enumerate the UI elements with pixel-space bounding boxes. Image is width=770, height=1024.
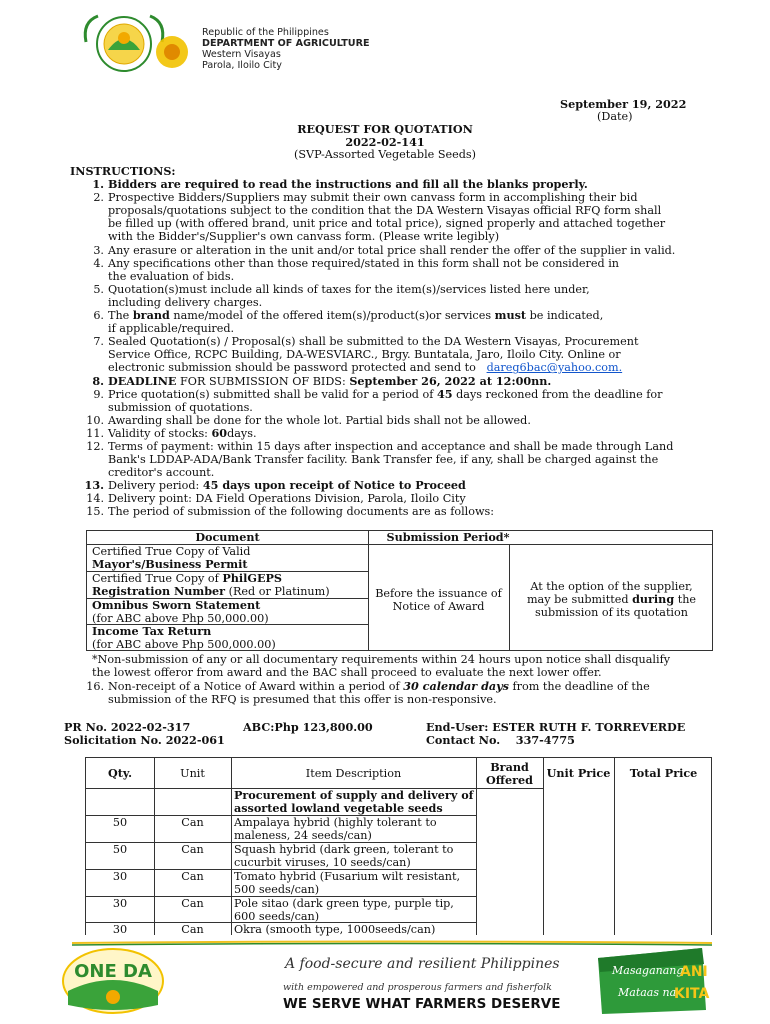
instruction-16-post: from the deadline of the bbox=[512, 680, 650, 693]
doc-1b: Mayor's/Business Permit bbox=[92, 557, 248, 571]
instruction-10: Awarding shall be done for the whole lot. Partial bids shall not be allowed. bbox=[108, 413, 531, 427]
header-address: Parola, Iloilo City bbox=[202, 60, 282, 71]
row2-desc2: cucurbit viruses, 10 seeds/can) bbox=[234, 856, 411, 869]
instruction-5a: Quotation(s)must include all kinds of taxes for the item(s)/services listed here under, bbox=[108, 282, 590, 296]
row5-unit: Can bbox=[181, 923, 204, 936]
col-unit-price: Unit Price bbox=[546, 766, 611, 780]
instruction-8-mid: FOR SUBMISSION OF BIDS: bbox=[180, 374, 346, 388]
doc-option-1: At the option of the supplier, bbox=[530, 580, 693, 593]
bac-email-link[interactable]: dareg6bac@yahoo.com. bbox=[486, 361, 623, 375]
instruction-12b: Bank's LDDAP-ADA/Bank Transfer facility. Bank Transfer fee, if any, shall be charged against the bbox=[108, 453, 659, 467]
instructions-block: INSTRUCTIONS: 1. Bidders are required to read the instructions and fill all the blanks properly. 2. Prospective Bidders/Suppliers may submit their own canvass form in accomplishing their bid proposals/quotations subject to the condition that the DA Western Visayas official RFQ form shall be filled up (with offered brand, unit price and total price), signed properly and attached together with the Bidder's/Supplier's own canvass form. (Please write legibly) 3. Any erasure or alteration in the unit and/or total price shall render the offer of the supplier in valid. 4. Any specifications other than those required/stated in this form shall not be considered in the evaluation of bids. 5. Quotation(s)must include all kinds of taxes for the item(s)/services listed here under, including delivery charges. 6. The brand name/model of the offered item(s)/product(s)or services must be indicated, if applicable/required. 7. Sealed Quotation(s) / Proposal(s) shall be submitted to the DA Western Visayas, Procurement Service Office, RCPC Building, DA-WESVIARC., Brgy. Buntatala, Jaro, Iloilo City. Online or electronic submission should be password protected and send to dareg6bac@yahoo.com. 8. DEADLINE FOR SUBMISSION OF BIDS: September 26, 2022 at 12:00nn. 9. Price quotation(s) submitted shall be valid for a period of 45 days reckoned from the deadline for submission of quotations. 10. Awarding shall be done for the whole lot. Partial bids shall not be allowed. 11. Validity of stocks: 60days. 12. Terms of payment: within 15 days after inspection and acceptance and shall be made through Land Bank's LDDAP-ADA/Bank Transfer facility. Bank Transfer fee, if any, shall be charged against the creditor's account. 13. Delivery period: 45 days upon receipt of Notice to Proceed 14. Delivery point: DA Field Operations Division, Parola, Iloilo City 15. The period of submission of the following documents are as follows: bbox=[70, 165, 710, 519]
instruction-9-post: days reckoned from the deadline for bbox=[456, 387, 663, 401]
items-table bbox=[85, 757, 712, 935]
doc-3b: (for ABC above Php 50,000.00) bbox=[92, 612, 269, 625]
doc-period-1: Before the issuance of bbox=[375, 587, 502, 600]
instruction-2c: be filled up (with offered brand, unit price and total price), signed properly and attached together bbox=[108, 217, 666, 231]
doc-2b-bold: Registration Number bbox=[92, 584, 226, 598]
instruction-6-mid: name/model of the offered item(s)/product(s)or services bbox=[173, 309, 492, 323]
instruction-16-pre: Non-receipt of a Notice of Award within a period of bbox=[108, 680, 400, 693]
badge-masaganang: Masaganang bbox=[612, 964, 684, 977]
header-republic: Republic of the Philippines bbox=[202, 27, 329, 38]
instruction-6-brand: brand bbox=[132, 308, 170, 323]
instructions-heading: INSTRUCTIONS: bbox=[70, 164, 176, 178]
instruction-6-post: be indicated, bbox=[529, 309, 604, 323]
date-value: September 19, 2022 bbox=[560, 97, 687, 111]
instruction-13-bold: 45 days upon receipt of Notice to Proceed bbox=[202, 478, 466, 493]
instruction-2d: with the Bidder's/Supplier's own canvass form. (Please write legibly) bbox=[108, 230, 500, 244]
badge-ani: ANI bbox=[680, 964, 708, 980]
doc-note-1: *Non-submission of any or all documentary requirements within 24 hours upon notice shall disqualify bbox=[92, 653, 671, 666]
instruction-12c: creditor's account. bbox=[108, 466, 215, 480]
instruction-6-must: must bbox=[494, 308, 527, 323]
doc-note-2: the lowest offeror from award and the BAC shall proceed to evaluate the next lower offer. bbox=[92, 666, 602, 680]
section-title-1: Procurement of supply and delivery of bbox=[234, 788, 474, 802]
row2-desc1: Squash hybrid (dark green, tolerant to bbox=[234, 843, 454, 856]
instruction-2b: proposals/quotations subject to the condition that the DA Western Visayas official RFQ form shall bbox=[108, 204, 662, 218]
footer-sub: with empowered and prosperous farmers and fisherfolk bbox=[283, 982, 552, 993]
masaganang-ani-badge bbox=[592, 944, 712, 1016]
instruction-3: Any erasure or alteration in the unit and/or total price shall render the offer of the supplier in valid. bbox=[108, 243, 676, 257]
doc-note bbox=[92, 653, 712, 679]
one-da-logo bbox=[58, 945, 168, 1015]
badge-mataas: Mataas na bbox=[618, 986, 677, 999]
col-unit: Unit bbox=[180, 767, 205, 780]
row4-unit: Can bbox=[181, 897, 204, 910]
header-department: DEPARTMENT OF AGRICULTURE bbox=[202, 38, 370, 49]
doc-1a: Certified True Copy of Valid bbox=[92, 545, 251, 558]
instruction-11-days: 60 bbox=[211, 425, 228, 440]
col-brand: Brand bbox=[490, 760, 529, 774]
one-da-text: ONE DA bbox=[74, 961, 152, 982]
da-seal-logo bbox=[68, 12, 192, 82]
doc-col-period: Submission Period* bbox=[386, 530, 510, 544]
rfq-number: 2022-02-141 bbox=[345, 135, 425, 149]
instruction-9-days: 45 bbox=[436, 386, 453, 401]
doc-option-2-post: the bbox=[677, 593, 697, 606]
instruction-13-pre: Delivery period: bbox=[108, 479, 200, 493]
col-item-description: Item Description bbox=[305, 767, 402, 780]
end-user: End-User: ESTER RUTH F. TORREVERDE bbox=[426, 720, 686, 734]
doc-3a: Omnibus Sworn Statement bbox=[92, 598, 261, 612]
documents-table bbox=[86, 530, 713, 651]
instruction-14: Delivery point: DA Field Operations Division, Parola, Iloilo City bbox=[108, 492, 466, 506]
instruction-1: Bidders are required to read the instructions and fill all the blanks properly. bbox=[108, 177, 588, 192]
abc-amount: ABC:Php 123,800.00 bbox=[243, 720, 373, 734]
instruction-15: The period of submission of the following documents are as follows: bbox=[108, 505, 495, 519]
rfq-title: REQUEST FOR QUOTATION bbox=[297, 122, 473, 136]
instruction-4a: Any specifications other than those required/stated in this form shall not be considered in bbox=[108, 256, 619, 270]
contact-number: 337-4775 bbox=[515, 733, 575, 747]
instruction-9b: submission of quotations. bbox=[108, 400, 253, 414]
instruction-9-pre: Price quotation(s) submitted shall be valid for a period of bbox=[108, 387, 434, 401]
rfq-subtitle: (SVP-Assorted Vegetable Seeds) bbox=[294, 148, 476, 161]
instruction-12a: Terms of payment: within 15 days after inspection and acceptance and shall be made through Land bbox=[108, 439, 674, 453]
row1-desc1: Ampalaya hybrid (highly tolerant to bbox=[234, 816, 437, 829]
contact-label: Contact No. bbox=[426, 733, 501, 747]
col-offered: Offered bbox=[486, 773, 533, 787]
pr-number: PR No. 2022-02-317 bbox=[64, 720, 191, 734]
row3-qty: 30 bbox=[112, 870, 128, 883]
instruction-2a: Prospective Bidders/Suppliers may submit their own canvass form in accomplishing their bid bbox=[108, 191, 638, 205]
instruction-4b: the evaluation of bids. bbox=[108, 269, 235, 283]
doc-option-2-pre: may be submitted bbox=[526, 593, 629, 606]
row5-qty: 30 bbox=[112, 923, 128, 936]
footer-slogan: A food-secure and resilient Philippines bbox=[285, 956, 560, 972]
footer-motto: WE SERVE WHAT FARMERS DESERVE bbox=[283, 996, 561, 1012]
instruction-8-deadline: DEADLINE bbox=[108, 373, 177, 388]
badge-kita: KITA bbox=[674, 986, 710, 1002]
instruction-16-bold: 30 calendar days bbox=[403, 679, 509, 693]
doc-2a-pre: Certified True Copy of bbox=[92, 572, 219, 585]
instruction-6-pre: The bbox=[108, 309, 130, 323]
doc-2b-post: (Red or Platinum) bbox=[228, 585, 330, 598]
doc-col-document: Document bbox=[195, 530, 260, 544]
instruction-5b: including delivery charges. bbox=[108, 295, 263, 309]
doc-option-2-bold: during bbox=[632, 592, 675, 606]
row2-qty: 50 bbox=[112, 843, 128, 856]
row4-desc2: 600 seeds/can) bbox=[234, 910, 320, 923]
footer-divider bbox=[72, 936, 712, 940]
row3-desc2: 500 seeds/can) bbox=[234, 883, 320, 896]
row3-unit: Can bbox=[181, 870, 204, 883]
instruction-11-post: days. bbox=[227, 426, 257, 440]
header-region: Western Visayas bbox=[202, 49, 281, 60]
instruction-7b: Service Office, RCPC Building, DA-WESVIARC., Brgy. Buntatala, Jaro, Iloilo City. Online or bbox=[108, 348, 621, 362]
row4-desc1: Pole sitao (dark green type, purple tip, bbox=[234, 897, 454, 910]
row1-qty: 50 bbox=[112, 816, 128, 829]
instruction-11-pre: Validity of stocks: bbox=[108, 426, 208, 440]
doc-period-2: Notice of Award bbox=[392, 600, 485, 613]
row2-unit: Can bbox=[181, 843, 204, 856]
instruction-16c: submission of the RFQ is presumed that this offer is non-responsive. bbox=[108, 693, 497, 707]
instruction-8-date: September 26, 2022 at 12:00nn. bbox=[349, 373, 552, 388]
row3-desc1: Tomato hybrid (Fusarium wilt resistant, bbox=[234, 870, 460, 883]
doc-2a-bold: PhilGEPS bbox=[222, 571, 282, 585]
solicitation-number: Solicitation No. 2022-061 bbox=[64, 733, 225, 747]
instruction-6b: if applicable/required. bbox=[108, 322, 235, 336]
date-label: (Date) bbox=[597, 110, 633, 123]
row1-desc2: maleness, 24 seeds/can) bbox=[234, 829, 372, 842]
instruction-7c: electronic submission should be password protected and send to bbox=[108, 361, 476, 375]
col-total-price: Total Price bbox=[629, 766, 698, 780]
row4-qty: 30 bbox=[112, 897, 128, 910]
row1-unit: Can bbox=[181, 816, 204, 829]
instruction-7a: Sealed Quotation(s) / Proposal(s) shall be submitted to the DA Western Visayas, Procurement bbox=[108, 335, 639, 349]
section-title-2: assorted lowland vegetable seeds bbox=[234, 801, 443, 815]
col-qty: Qty. bbox=[107, 766, 133, 780]
doc-4a: Income Tax Return bbox=[92, 624, 212, 638]
doc-4b: (for ABC above Php 500,000.00) bbox=[92, 638, 276, 651]
row5-desc1: Okra (smooth type, 1000seeds/can) bbox=[234, 923, 436, 936]
doc-option-3: submission of its quotation bbox=[535, 606, 688, 619]
